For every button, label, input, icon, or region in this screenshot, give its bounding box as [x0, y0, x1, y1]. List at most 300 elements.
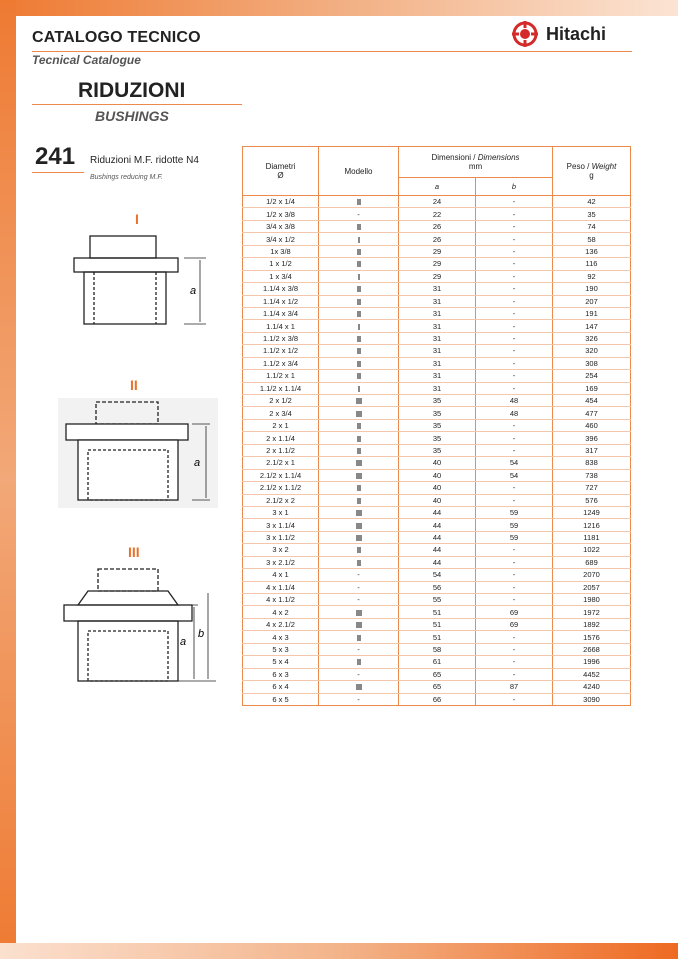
- cell-modello: [319, 370, 399, 382]
- cell-modello: [319, 382, 399, 394]
- cell-diametri: 4 x 2: [243, 606, 319, 618]
- cell-peso: 317: [553, 444, 631, 456]
- product-code: 241: [35, 143, 76, 170]
- model-marker-II: [357, 249, 361, 255]
- cell-modello: -: [319, 581, 399, 593]
- table-row: [243, 357, 631, 369]
- cell-peso: 190: [553, 283, 631, 295]
- cell-peso: 169: [553, 382, 631, 394]
- cell-b: 69: [476, 606, 553, 618]
- cell-diametri: 2 x 3/4: [243, 407, 319, 419]
- table-row: [243, 220, 631, 232]
- cell-b: -: [476, 419, 553, 431]
- cell-b: 54: [476, 457, 553, 469]
- cell-a: 56: [399, 581, 476, 593]
- model-marker-II: [357, 199, 361, 205]
- cell-modello: [319, 307, 399, 319]
- cell-modello: [319, 544, 399, 556]
- header-divider: [32, 51, 632, 52]
- cell-peso: 1996: [553, 656, 631, 668]
- table-row: [243, 594, 631, 606]
- brand-name: Hitachi: [546, 23, 607, 44]
- cell-peso: 1576: [553, 631, 631, 643]
- cell-a: 65: [399, 681, 476, 693]
- cell-diametri: 2 x 1: [243, 419, 319, 431]
- cell-modello: [319, 656, 399, 668]
- cell-peso: 4240: [553, 681, 631, 693]
- cell-peso: 326: [553, 332, 631, 344]
- header-peso: Peso / Weight g: [553, 147, 631, 196]
- model-marker-II: [357, 373, 361, 379]
- model-marker-II: [357, 286, 361, 292]
- cell-a: 61: [399, 656, 476, 668]
- cell-b: -: [476, 494, 553, 506]
- model-marker-III: [356, 473, 362, 479]
- table-row: [243, 332, 631, 344]
- cell-a: 31: [399, 307, 476, 319]
- cell-diametri: 3 x 2: [243, 544, 319, 556]
- model-II-drawing: [58, 398, 218, 508]
- cell-diametri: 1.1/2 x 1: [243, 370, 319, 382]
- table-row: [243, 668, 631, 680]
- cell-peso: 838: [553, 457, 631, 469]
- table-row: [243, 531, 631, 543]
- cell-diametri: 2 x 1.1/4: [243, 432, 319, 444]
- model-marker-II: [357, 336, 361, 342]
- model-label-II: II: [130, 377, 138, 393]
- cell-a: 66: [399, 693, 476, 705]
- model-marker-III: [356, 610, 362, 616]
- model-marker-II: [357, 311, 361, 317]
- dim-a-label: a: [180, 636, 187, 648]
- cell-modello: [319, 357, 399, 369]
- cell-peso: 727: [553, 482, 631, 494]
- catalog-subtitle: Tecnical Catalogue: [32, 53, 141, 67]
- cell-a: 40: [399, 494, 476, 506]
- model-marker-III: [356, 398, 362, 404]
- cell-modello: -: [319, 643, 399, 655]
- model-label-III: III: [128, 544, 140, 560]
- cell-b: 54: [476, 469, 553, 481]
- cell-a: 31: [399, 332, 476, 344]
- cell-modello: [319, 245, 399, 257]
- model-marker-III: [356, 523, 362, 529]
- cell-a: 24: [399, 196, 476, 208]
- model-marker-II: [357, 498, 361, 504]
- cell-peso: 2070: [553, 569, 631, 581]
- cell-b: -: [476, 332, 553, 344]
- cell-modello: [319, 419, 399, 431]
- table-row: [243, 556, 631, 568]
- cell-a: 31: [399, 295, 476, 307]
- cell-modello: [319, 531, 399, 543]
- model-marker-III: [356, 684, 362, 690]
- model-marker-II: [357, 361, 361, 367]
- cell-diametri: 2.1/2 x 1: [243, 457, 319, 469]
- cell-peso: 1980: [553, 594, 631, 606]
- cell-modello: -: [319, 594, 399, 606]
- cell-a: 58: [399, 643, 476, 655]
- cell-a: 35: [399, 444, 476, 456]
- cell-diametri: 1.1/2 x 3/4: [243, 357, 319, 369]
- table-row: [243, 258, 631, 270]
- cell-diametri: 1 x 1/2: [243, 258, 319, 270]
- cell-modello: [319, 457, 399, 469]
- cell-diametri: 4 x 1.1/4: [243, 581, 319, 593]
- model-marker-I: [358, 324, 360, 330]
- cell-diametri: 6 x 4: [243, 681, 319, 693]
- table-row: [243, 631, 631, 643]
- cell-b: -: [476, 370, 553, 382]
- cell-a: 31: [399, 283, 476, 295]
- header-diametri: Diametri Ø: [243, 147, 319, 196]
- cell-modello: [319, 345, 399, 357]
- code-underline: [32, 172, 84, 173]
- model-marker-III: [356, 411, 362, 417]
- cell-peso: 147: [553, 320, 631, 332]
- cell-diametri: 4 x 1.1/2: [243, 594, 319, 606]
- cell-b: -: [476, 594, 553, 606]
- cell-peso: 1216: [553, 519, 631, 531]
- hitachi-emblem-icon: [512, 21, 538, 47]
- cell-b: -: [476, 320, 553, 332]
- table-row: [243, 370, 631, 382]
- cell-b: -: [476, 643, 553, 655]
- cell-a: 31: [399, 345, 476, 357]
- cell-peso: 1022: [553, 544, 631, 556]
- cell-peso: 207: [553, 295, 631, 307]
- model-marker-II: [357, 224, 361, 230]
- cell-b: -: [476, 432, 553, 444]
- table-row: [243, 432, 631, 444]
- cell-peso: 320: [553, 345, 631, 357]
- cell-peso: 308: [553, 357, 631, 369]
- cell-modello: [319, 506, 399, 518]
- cell-diametri: 1x 3/8: [243, 245, 319, 257]
- cell-a: 55: [399, 594, 476, 606]
- cell-diametri: 3 x 1.1/4: [243, 519, 319, 531]
- cell-a: 29: [399, 270, 476, 282]
- cell-diametri: 1/2 x 3/8: [243, 208, 319, 220]
- table-row: [243, 506, 631, 518]
- cell-peso: 738: [553, 469, 631, 481]
- cell-peso: 454: [553, 395, 631, 407]
- cell-modello: [319, 556, 399, 568]
- model-marker-III: [356, 535, 362, 541]
- cell-peso: 92: [553, 270, 631, 282]
- cell-diametri: 2 x 1/2: [243, 395, 319, 407]
- cell-a: 31: [399, 382, 476, 394]
- cell-b: -: [476, 307, 553, 319]
- model-marker-II: [357, 547, 361, 553]
- cell-diametri: 1.1/4 x 3/4: [243, 307, 319, 319]
- cell-peso: 116: [553, 258, 631, 270]
- cell-diametri: 1.1/2 x 3/8: [243, 332, 319, 344]
- cell-diametri: 6 x 5: [243, 693, 319, 705]
- cell-a: 51: [399, 618, 476, 630]
- model-marker-II: [357, 348, 361, 354]
- cell-diametri: 3/4 x 3/8: [243, 220, 319, 232]
- cell-modello: [319, 233, 399, 245]
- cell-diametri: 4 x 3: [243, 631, 319, 643]
- table-row: [243, 307, 631, 319]
- cell-b: -: [476, 556, 553, 568]
- table-row: [243, 569, 631, 581]
- model-marker-II: [357, 299, 361, 305]
- cell-b: -: [476, 220, 553, 232]
- model-marker-II: [357, 261, 361, 267]
- cell-a: 44: [399, 506, 476, 518]
- cell-peso: 58: [553, 233, 631, 245]
- header-dimensioni: Dimensioni / Dimensions mm: [399, 147, 553, 178]
- cell-diametri: 2 x 1.1/2: [243, 444, 319, 456]
- cell-peso: 1249: [553, 506, 631, 518]
- table-row: [243, 345, 631, 357]
- cell-a: 35: [399, 395, 476, 407]
- cell-peso: 254: [553, 370, 631, 382]
- cell-b: -: [476, 569, 553, 581]
- cell-modello: [319, 519, 399, 531]
- table-row: [243, 407, 631, 419]
- cell-modello: [319, 482, 399, 494]
- cell-a: 44: [399, 519, 476, 531]
- table-row: [243, 618, 631, 630]
- cell-b: -: [476, 444, 553, 456]
- cell-b: -: [476, 357, 553, 369]
- cell-modello: [319, 681, 399, 693]
- cell-diametri: 1/2 x 1/4: [243, 196, 319, 208]
- cell-b: -: [476, 656, 553, 668]
- cell-a: 54: [399, 569, 476, 581]
- section-subtitle: BUSHINGS: [95, 108, 169, 124]
- cell-b: 87: [476, 681, 553, 693]
- dim-a-label: a: [194, 457, 201, 469]
- cell-diametri: 1.1/4 x 3/8: [243, 283, 319, 295]
- model-marker-III: [356, 460, 362, 466]
- cell-a: 51: [399, 631, 476, 643]
- model-marker-II: [357, 659, 361, 665]
- cell-diametri: 3 x 1.1/2: [243, 531, 319, 543]
- cell-modello: [319, 444, 399, 456]
- table-row: [243, 469, 631, 481]
- cell-peso: 4452: [553, 668, 631, 680]
- model-marker-I: [358, 237, 360, 243]
- table-row: [243, 656, 631, 668]
- cell-diametri: 4 x 1: [243, 569, 319, 581]
- table-row: [243, 606, 631, 618]
- model-marker-III: [356, 510, 362, 516]
- cell-diametri: 1.1/4 x 1/2: [243, 295, 319, 307]
- cell-a: 35: [399, 432, 476, 444]
- bushings-table: [242, 146, 631, 706]
- cell-diametri: 2.1/2 x 2: [243, 494, 319, 506]
- table-row: [243, 245, 631, 257]
- cell-a: 44: [399, 544, 476, 556]
- cell-diametri: 2.1/2 x 1.1/2: [243, 482, 319, 494]
- model-I-drawing: [66, 230, 216, 330]
- cell-b: 69: [476, 618, 553, 630]
- table-body: [243, 196, 631, 706]
- table-row: [243, 320, 631, 332]
- cell-peso: 2057: [553, 581, 631, 593]
- table-row: [243, 295, 631, 307]
- cell-modello: [319, 295, 399, 307]
- cell-peso: 477: [553, 407, 631, 419]
- cell-a: 35: [399, 419, 476, 431]
- cell-b: 59: [476, 506, 553, 518]
- cell-a: 40: [399, 457, 476, 469]
- cell-a: 26: [399, 233, 476, 245]
- cell-peso: 689: [553, 556, 631, 568]
- table-row: [243, 395, 631, 407]
- cell-b: -: [476, 631, 553, 643]
- cell-b: -: [476, 581, 553, 593]
- cell-b: -: [476, 482, 553, 494]
- frame-top: [0, 0, 678, 16]
- cell-b: -: [476, 270, 553, 282]
- cell-modello: [319, 494, 399, 506]
- cell-diametri: 1.1/2 x 1.1/4: [243, 382, 319, 394]
- cell-modello: [319, 606, 399, 618]
- cell-a: 44: [399, 556, 476, 568]
- catalog-title: CATALOGO TECNICO: [32, 29, 201, 46]
- table-row: [243, 196, 631, 208]
- cell-b: -: [476, 382, 553, 394]
- cell-b: 48: [476, 395, 553, 407]
- table-row: [243, 283, 631, 295]
- cell-a: 31: [399, 357, 476, 369]
- cell-a: 29: [399, 245, 476, 257]
- table-row: [243, 482, 631, 494]
- cell-modello: [319, 332, 399, 344]
- model-III-drawing: [58, 565, 218, 685]
- cell-diametri: 3/4 x 1/2: [243, 233, 319, 245]
- model-marker-I: [358, 386, 360, 392]
- cell-peso: 3090: [553, 693, 631, 705]
- cell-modello: [319, 631, 399, 643]
- cell-a: 29: [399, 258, 476, 270]
- cell-peso: 1892: [553, 618, 631, 630]
- cell-b: -: [476, 693, 553, 705]
- dim-a-label: a: [190, 285, 197, 297]
- brand-logo: [512, 21, 606, 47]
- cell-b: -: [476, 544, 553, 556]
- model-marker-II: [357, 423, 361, 429]
- cell-b: -: [476, 258, 553, 270]
- cell-modello: [319, 270, 399, 282]
- cell-peso: 74: [553, 220, 631, 232]
- table-row: [243, 643, 631, 655]
- cell-peso: 1972: [553, 606, 631, 618]
- cell-modello: -: [319, 208, 399, 220]
- cell-diametri: 3 x 2.1/2: [243, 556, 319, 568]
- header-a: a: [399, 178, 476, 196]
- cell-a: 22: [399, 208, 476, 220]
- table-row: [243, 693, 631, 705]
- cell-modello: [319, 220, 399, 232]
- cell-peso: 1181: [553, 531, 631, 543]
- model-marker-II: [357, 436, 361, 442]
- table-row: [243, 581, 631, 593]
- cell-peso: 396: [553, 432, 631, 444]
- cell-a: 35: [399, 407, 476, 419]
- cell-diametri: 3 x 1: [243, 506, 319, 518]
- cell-b: -: [476, 668, 553, 680]
- cell-diametri: 1.1/4 x 1: [243, 320, 319, 332]
- cell-a: 26: [399, 220, 476, 232]
- table-row: [243, 444, 631, 456]
- cell-b: -: [476, 295, 553, 307]
- cell-diametri: 1 x 3/4: [243, 270, 319, 282]
- cell-diametri: 1.1/2 x 1/2: [243, 345, 319, 357]
- cell-modello: [319, 395, 399, 407]
- cell-modello: [319, 407, 399, 419]
- product-description: Riduzioni M.F. ridotte N4: [90, 155, 199, 166]
- cell-modello: [319, 283, 399, 295]
- cell-modello: [319, 618, 399, 630]
- cell-b: -: [476, 208, 553, 220]
- cell-diametri: 4 x 2.1/2: [243, 618, 319, 630]
- cell-modello: -: [319, 668, 399, 680]
- cell-a: 31: [399, 370, 476, 382]
- cell-b: -: [476, 345, 553, 357]
- model-marker-II: [357, 560, 361, 566]
- cell-modello: [319, 320, 399, 332]
- cell-b: -: [476, 245, 553, 257]
- dim-b-label: b: [198, 628, 205, 640]
- header-b: b: [476, 178, 553, 196]
- cell-modello: -: [319, 693, 399, 705]
- model-marker-II: [357, 448, 361, 454]
- cell-b: 59: [476, 531, 553, 543]
- cell-diametri: 5 x 4: [243, 656, 319, 668]
- table-row: [243, 208, 631, 220]
- cell-peso: 2668: [553, 643, 631, 655]
- cell-peso: 35: [553, 208, 631, 220]
- cell-modello: [319, 196, 399, 208]
- cell-peso: 42: [553, 196, 631, 208]
- cell-b: 59: [476, 519, 553, 531]
- cell-b: 48: [476, 407, 553, 419]
- cell-diametri: 6 x 3: [243, 668, 319, 680]
- model-marker-II: [357, 485, 361, 491]
- frame-bottom: [0, 943, 678, 959]
- header-modello: Modello: [319, 147, 399, 196]
- model-marker-II: [357, 635, 361, 641]
- cell-a: 65: [399, 668, 476, 680]
- cell-b: -: [476, 196, 553, 208]
- table-row: [243, 519, 631, 531]
- model-marker-I: [358, 274, 360, 280]
- cell-b: -: [476, 233, 553, 245]
- cell-modello: [319, 432, 399, 444]
- cell-peso: 136: [553, 245, 631, 257]
- cell-modello: [319, 258, 399, 270]
- product-description-en: Bushings reducing M.F.: [90, 174, 163, 181]
- cell-b: -: [476, 283, 553, 295]
- table-row: [243, 233, 631, 245]
- cell-peso: 576: [553, 494, 631, 506]
- cell-peso: 460: [553, 419, 631, 431]
- cell-diametri: 5 x 3: [243, 643, 319, 655]
- frame-left: [0, 0, 16, 959]
- cell-modello: [319, 469, 399, 481]
- table-row: [243, 457, 631, 469]
- cell-peso: 191: [553, 307, 631, 319]
- table-row: [243, 681, 631, 693]
- section-divider: [32, 104, 242, 105]
- cell-modello: -: [319, 569, 399, 581]
